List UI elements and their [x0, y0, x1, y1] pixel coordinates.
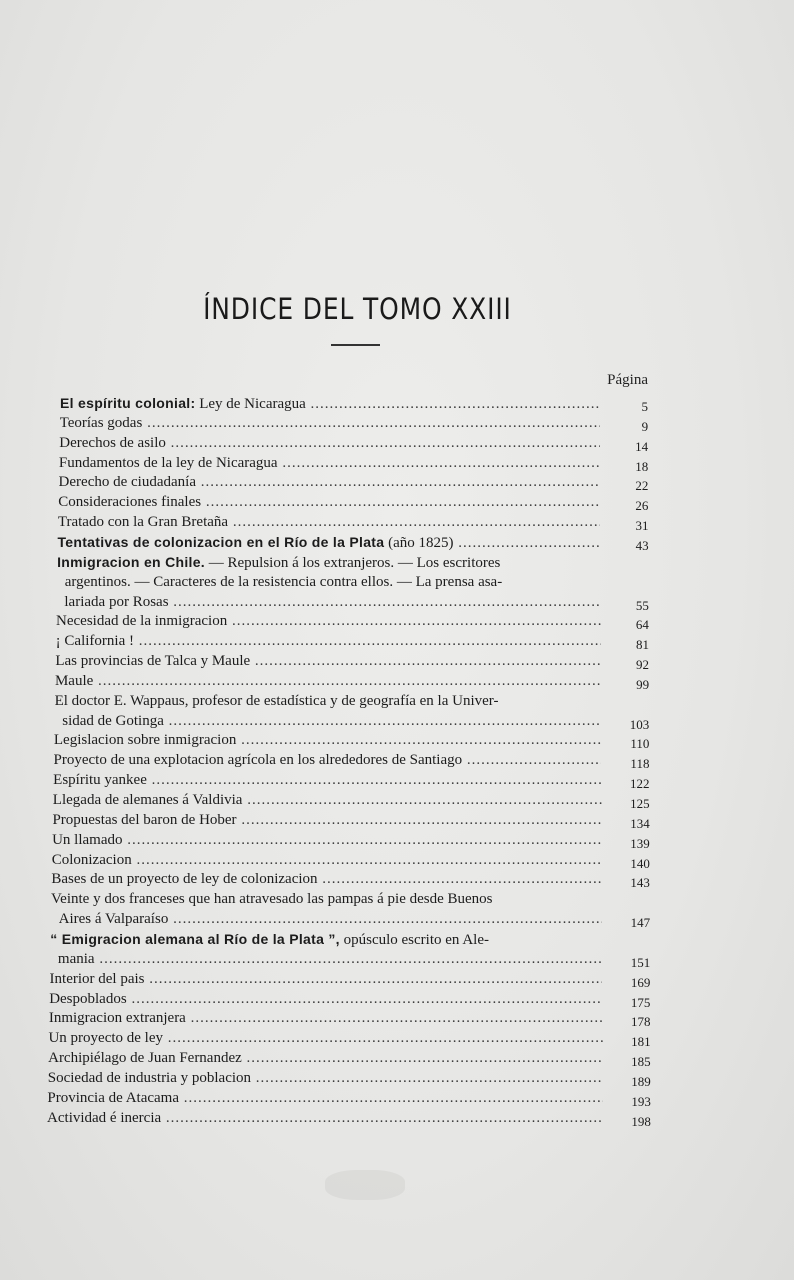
toc-entry-page: 18: [635, 458, 649, 474]
toc-entry-text: Despoblados: [49, 990, 127, 1007]
toc-entry-title: [47, 1108, 603, 1128]
toc-entry-page: 26: [635, 498, 649, 514]
toc-entry-text: mania: [57, 950, 95, 967]
toc-entry-text: Derechos de asilo: [59, 434, 166, 451]
toc-entry-page: 118: [630, 756, 650, 772]
toc-entry-text: (año 1825): [384, 534, 454, 551]
toc-entry-text: Colonizacion: [51, 851, 132, 868]
toc-entry-title: [51, 869, 602, 889]
toc-entry-page: 5: [641, 399, 648, 414]
toc-entry-text: Proyecto de una explotacion agrícola en los alrededores de Santiago: [53, 752, 463, 769]
toc-entry: [56, 631, 649, 651]
toc-entry: [48, 1068, 651, 1088]
toc-entry-page: 81: [635, 637, 649, 653]
toc-entry: [52, 850, 650, 870]
toc-entry-title: [54, 730, 602, 750]
toc-entry: [50, 969, 651, 989]
toc-entry: [58, 512, 649, 532]
toc-entry: [50, 929, 650, 949]
toc-entry-page: 43: [635, 537, 649, 553]
toc-entry: [53, 790, 650, 810]
toc-entry: [51, 889, 650, 909]
toc-entry: [57, 552, 649, 572]
toc-entry-text: Sociedad de industria y poblacion: [47, 1069, 252, 1086]
toc-entry-title: [48, 1048, 603, 1068]
toc-entry: [60, 393, 648, 413]
toc-entry: [49, 1008, 651, 1028]
toc-entry-text: Actividad é inercia: [47, 1109, 162, 1126]
toc-entry-page: 22: [635, 478, 649, 494]
toc-entry-text: Legislacion sobre inmigracion: [53, 732, 237, 749]
toc-entry: [59, 433, 648, 453]
toc-entry-title: [55, 671, 601, 691]
toc-entry-title: [59, 472, 601, 492]
toc-entry-title: [50, 969, 603, 989]
toc-entry-title: [64, 592, 600, 612]
toc-entry: [59, 472, 649, 492]
toc-entry: [48, 1028, 650, 1048]
toc-entry-text: Interior del pais: [49, 970, 145, 987]
toc-entry: [53, 770, 649, 790]
toc-entry-text: Derecho de ciudadanía: [58, 474, 196, 491]
toc-entry-title: [57, 552, 601, 573]
toc-entry-page: 14: [635, 438, 649, 454]
toc-entry-text: Propuestas del baron de Hober: [52, 811, 237, 828]
toc-entry-title: [47, 1088, 602, 1108]
toc-entry: [55, 671, 649, 691]
toc-entry-page: 92: [636, 657, 650, 673]
toc-entry-text: argentinos. — Caracteres de la resistencia contra ellos. — La prensa asa-: [64, 573, 503, 590]
toc-entry: [55, 651, 649, 671]
toc-entry-title: [49, 1008, 603, 1028]
toc-entry-title: [57, 532, 600, 553]
toc-entry-text: opúsculo escrito en Ale-: [339, 931, 489, 948]
toc-entry-text: Provincia de Atacama: [47, 1089, 180, 1106]
toc-entry-text: sidad de Gotinga: [62, 712, 164, 729]
toc-entry-text: Un llamado: [52, 831, 123, 848]
toc-entry: [54, 730, 650, 750]
toc-entry: [47, 1088, 650, 1108]
toc-entry: [62, 711, 649, 731]
toc-entry-text: Necesidad de la inmigracion: [56, 613, 228, 630]
toc-entry-page: 181: [631, 1034, 651, 1050]
toc-entry-title: [50, 929, 602, 950]
toc-entry-text: ¡ California !: [55, 633, 134, 650]
toc-entry-page: 99: [636, 676, 650, 692]
toc-entry: [57, 532, 648, 552]
page-column-header: Página: [607, 372, 648, 388]
toc-entry-text: Ley de Nicaragua: [195, 396, 306, 412]
toc-entry: [52, 810, 649, 830]
toc-entry-title: [58, 949, 602, 969]
toc-entry-text: Llegada de alemanes á Valdivia: [52, 792, 243, 808]
toc-entry-title: [54, 750, 602, 770]
toc-entry-page: 140: [630, 855, 650, 871]
toc-entry: [59, 453, 648, 473]
toc-entry-text: El doctor E. Wappaus, profesor de estadística y de geografía en la Univer-: [54, 692, 499, 709]
toc-entry-title: [59, 453, 600, 473]
toc-entry-title: [56, 631, 601, 651]
toc-entry-page: 198: [631, 1113, 651, 1129]
paper-stain: [325, 1170, 405, 1200]
toc-entry-title: [52, 830, 602, 850]
toc-entry: [64, 592, 648, 612]
toc-entry-page: 9: [641, 418, 649, 434]
toc-entry-page: 169: [630, 974, 651, 990]
toc-entry-title: [59, 909, 602, 929]
toc-entry-page: 31: [635, 518, 649, 534]
toc-entry-bold-title: “ Emigracion alemana al Río de la Plata ”,: [50, 930, 340, 947]
toc-entry-text: Maule: [54, 672, 94, 689]
toc-entry: [59, 909, 650, 929]
toc-entry-page: 64: [635, 617, 649, 633]
toc-entry-title: [62, 711, 601, 731]
page-title: ÍNDICE DEL TOMO XXIII: [203, 292, 512, 326]
toc-entry-title: [51, 889, 602, 909]
toc-entry-page: 193: [631, 1093, 651, 1109]
toc-entry-title: [55, 651, 601, 671]
toc-entry-title: [58, 512, 601, 532]
toc-entry-text: Consideraciones finales: [58, 494, 202, 511]
toc-entry-text: Espíritu yankee: [53, 772, 147, 789]
toc-entry-title: [52, 810, 601, 830]
toc-entry-page: 189: [631, 1073, 651, 1089]
toc-entry-title: [49, 989, 602, 1009]
toc-entry-text: lariada por Rosas: [64, 593, 169, 610]
toc-entry-text: Teorías godas: [59, 414, 143, 431]
toc-entry-bold-title: El espíritu colonial:: [60, 395, 196, 411]
toc-entry-text: Veinte y dos franceses que han atravesado las pampas á pie desde Buenos: [51, 891, 493, 908]
toc-entry: [52, 830, 650, 850]
toc-entry-page: 147: [630, 915, 651, 931]
toc-entry-text: — Repulsion á los extranjeros. — Los escritores: [205, 554, 501, 571]
toc-entry: [47, 1108, 651, 1128]
toc-entry-title: [60, 413, 600, 433]
toc-entry-page: 103: [629, 716, 650, 732]
toc-entry-text: Aires á Valparaíso: [58, 911, 169, 928]
toc-entry-title: [53, 770, 601, 790]
title-rule: [331, 344, 380, 346]
toc-entry-title: [59, 433, 600, 453]
toc-entry-title: [52, 850, 602, 870]
toc-entry-title: [65, 572, 601, 592]
toc-entry-bold-title: Tentativas de colonizacion en el Río de la Plata: [57, 533, 385, 550]
toc-entry-title: [56, 611, 601, 631]
toc-entry: [58, 949, 650, 969]
toc-entry-text: Las provincias de Talca y Maule: [55, 653, 251, 670]
toc-entry-text: Inmigracion extranjera: [48, 1010, 186, 1027]
toc-entry: [51, 869, 650, 889]
toc-entry: [60, 413, 648, 433]
toc-entry-page: 185: [631, 1054, 651, 1070]
toc-entry-page: 125: [630, 796, 650, 811]
toc-entry-title: [48, 1028, 602, 1048]
toc-entry-page: 178: [630, 1014, 651, 1030]
toc-entry-text: Un proyecto de ley: [48, 1030, 164, 1047]
toc-entry: [54, 750, 650, 770]
toc-entry: [49, 989, 650, 1009]
toc-entry-page: 110: [630, 736, 650, 752]
toc-entry: [48, 1048, 651, 1068]
toc-entry-page: 122: [630, 776, 650, 792]
toc-entry-title: [55, 691, 602, 711]
toc-entry: [55, 691, 650, 711]
toc-entry-page: 134: [630, 815, 650, 831]
toc-entry-text: Tratado con la Gran Bretaña: [57, 514, 229, 531]
toc-entry-title: [48, 1068, 603, 1088]
toc-entry-text: Bases de un proyecto de ley de colonizacion: [51, 871, 318, 888]
toc-entry-title: [58, 492, 600, 512]
toc-entry-page: 55: [635, 597, 649, 613]
toc-entry: [58, 492, 648, 512]
toc-entry-page: 143: [630, 875, 650, 891]
toc-entry-bold-title: Inmigracion en Chile.: [57, 553, 205, 570]
toc-entry-title: [60, 393, 600, 414]
toc-entry-text: Archipiélago de Juan Fernandez: [48, 1050, 242, 1067]
toc-entry-text: Fundamentos de la ley de Nicaragua: [58, 454, 278, 471]
toc-entry: [65, 572, 649, 592]
toc-entry: [56, 611, 649, 631]
toc-entry-page: 175: [630, 994, 651, 1010]
toc-entry-page: 151: [630, 954, 651, 970]
toc-entry-title: [53, 790, 602, 810]
toc-entry-page: 139: [630, 835, 650, 851]
